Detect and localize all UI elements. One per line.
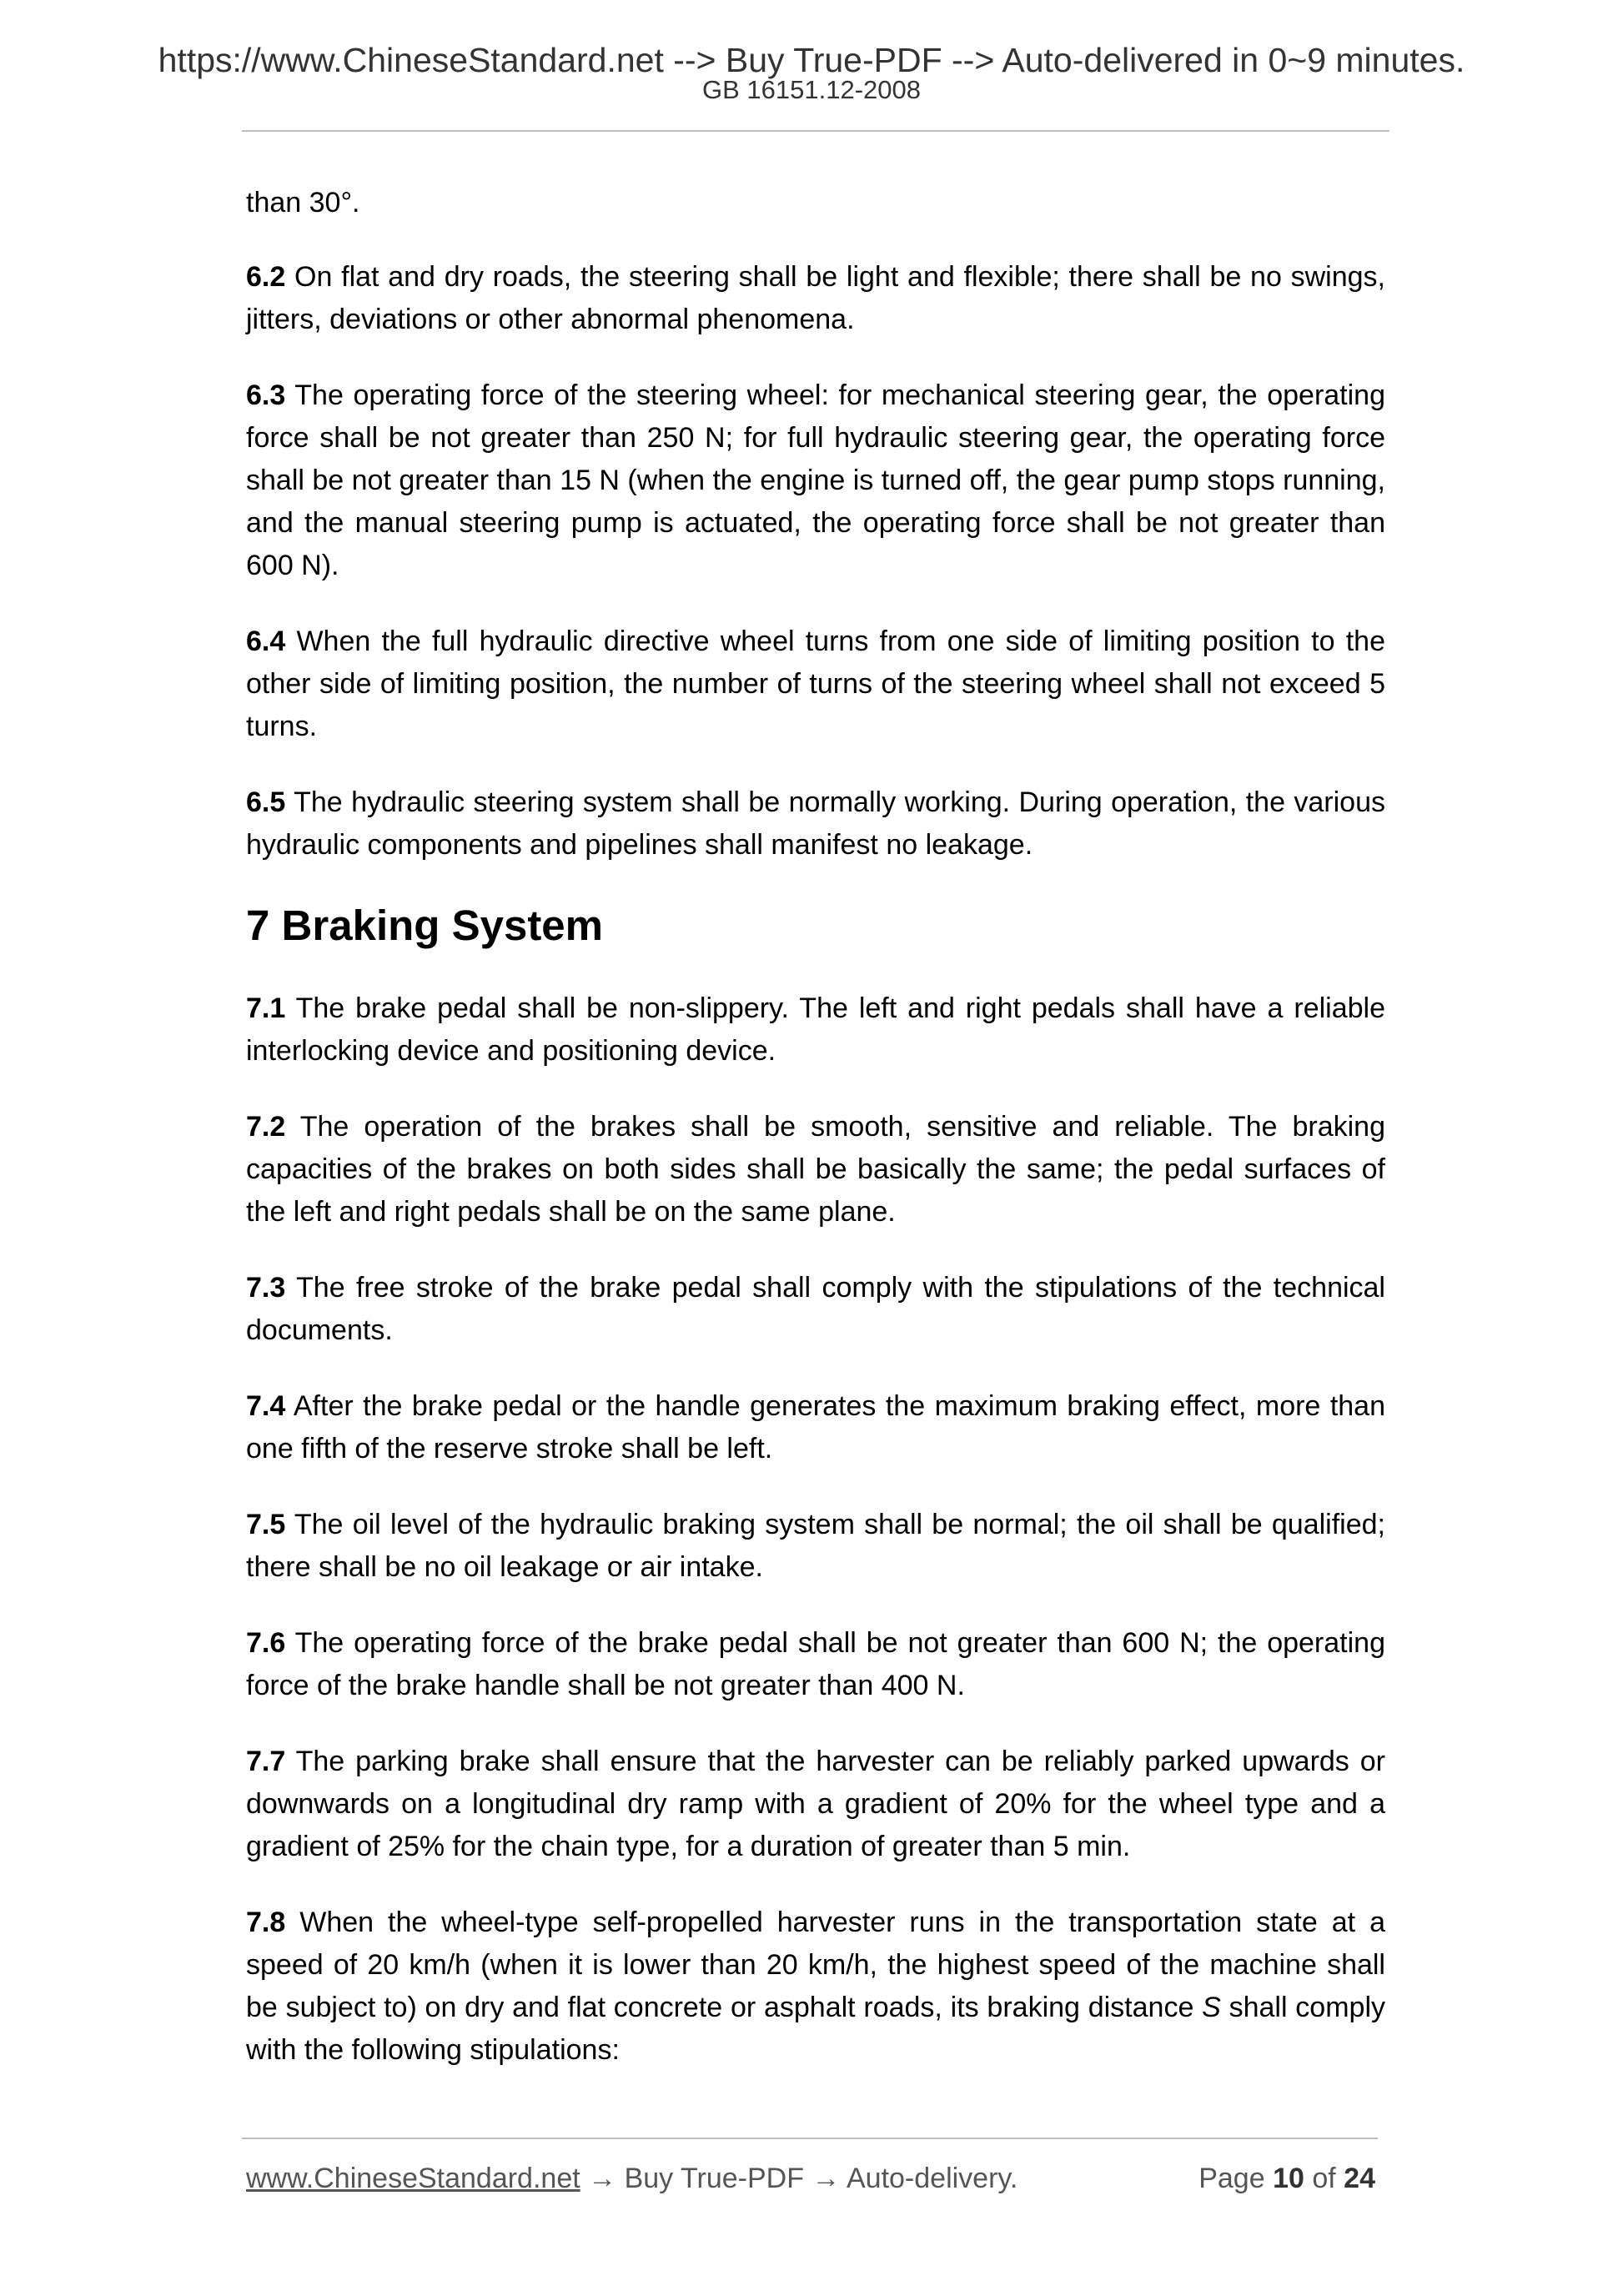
clause-text: When the full hydraulic directive wheel turns from one side of limiting position to the other side of limiting position, the number of turns of the steering wheel shall not exceed 5 turns. bbox=[246, 625, 1385, 742]
page-indicator bbox=[1198, 2160, 1375, 2197]
clause-number: 6.4 bbox=[246, 625, 286, 657]
clause-number: 6.5 bbox=[246, 786, 286, 818]
clause-7-1 bbox=[246, 987, 1385, 1073]
clause-number: 7.6 bbox=[246, 1627, 286, 1660]
section-7-title: 7 Braking System bbox=[246, 902, 604, 949]
clause-number: 7.8 bbox=[246, 1907, 286, 1939]
clause-7-6 bbox=[246, 1622, 1385, 1707]
clause-text: The operating force of the steering wheel: for mechanical steering gear, the operating force shall be not greater than 250 N; for full hydraulic steering gear, the operating force shall be not greater than 15 N (when the engine is turned off, the gear pump stops running, and the manual steering pump is actuated, the operating force shall be not greater than 600 N). bbox=[246, 379, 1385, 581]
page-word: Page bbox=[1198, 2163, 1265, 2194]
clause-number: 7.5 bbox=[246, 1509, 286, 1541]
clause-6-3 bbox=[246, 374, 1385, 587]
clause-7-7 bbox=[246, 1741, 1385, 1868]
clause-text: The parking brake shall ensure that the harvester can be reliably parked upwards or downwards on a longitudinal dry ramp with a gradient of 20% for the wheel type and a gradient of 25% for the chain type, for a duration of greater than 5 min. bbox=[246, 1746, 1385, 1863]
braking-distance-symbol: S bbox=[1202, 1992, 1221, 2024]
clause-6-5 bbox=[246, 781, 1385, 867]
clause-text: The hydraulic steering system shall be normally working. During operation, the various hydraulic components and pipelines shall manifest no leakage. bbox=[246, 786, 1385, 861]
clause-text: The free stroke of the brake pedal shall comply with the stipulations of the technical documents. bbox=[246, 1272, 1385, 1347]
clause-text: On flat and dry roads, the steering shall be light and flexible; there shall be no swings, jitters, deviations or other abnormal phenomena. bbox=[246, 261, 1385, 335]
header-divider bbox=[242, 130, 1389, 132]
clause-7-2 bbox=[246, 1106, 1385, 1233]
clause-text: The operation of the brakes shall be smooth, sensitive and reliable. The braking capacities of the brakes on both sides shall be basically the same; the pedal surfaces of the left and right pedals shall be on the same plane. bbox=[246, 1111, 1385, 1228]
clause-text: The operating force of the brake pedal shall be not greater than 600 N; the operating force of the brake handle shall be not greater than 400 N. bbox=[246, 1627, 1385, 1702]
clause-6-2 bbox=[246, 256, 1385, 341]
clause-text: The oil level of the hydraulic braking system shall be normal; the oil shall be qualified; there shall be no oil leakage or air intake. bbox=[246, 1509, 1385, 1584]
clause-text: When the wheel-type self-propelled harvester runs in the transportation state at a speed of 20 km/h (when it is lower than 20 km/h, the highest speed of the machine shall be subject to) on dry and flat concrete or asphalt roads, its braking distance bbox=[246, 1907, 1385, 2024]
clause-text: After the brake pedal or the handle generates the maximum braking effect, more than one fifth of the reserve stroke shall be left. bbox=[246, 1390, 1385, 1465]
clause-7-3 bbox=[246, 1267, 1385, 1352]
footer-tagline: → Buy True-PDF → Auto-delivery. bbox=[580, 2163, 1018, 2194]
clause-number: 7.3 bbox=[246, 1272, 286, 1304]
clause-number: 7.7 bbox=[246, 1746, 286, 1778]
paragraph-text: than 30°. bbox=[246, 187, 360, 219]
clause-7-8 bbox=[246, 1902, 1385, 2072]
paragraph-continuation bbox=[246, 182, 1385, 224]
current-page-number: 10 bbox=[1273, 2163, 1304, 2194]
clause-number: 7.2 bbox=[246, 1111, 286, 1143]
top-banner-link[interactable]: https://www.ChineseStandard.net --> Buy True-PDF --> Auto-delivered in 0~9 minutes. bbox=[158, 41, 1465, 79]
footer-site-link[interactable]: www.ChineseStandard.net bbox=[246, 2163, 580, 2194]
standard-code: GB 16151.12-2008 bbox=[702, 75, 921, 104]
clause-text: The brake pedal shall be non-slippery. The left and right pedals shall have a reliable interlocking device and positioning device. bbox=[246, 992, 1385, 1068]
clause-7-5 bbox=[246, 1504, 1385, 1589]
clause-number: 7.4 bbox=[246, 1390, 286, 1423]
clause-text-continued: shall comply with the following stipulations: bbox=[246, 1992, 1385, 2067]
of-word: of bbox=[1312, 2163, 1336, 2194]
total-pages: 24 bbox=[1344, 2163, 1375, 2194]
clause-number: 6.3 bbox=[246, 379, 286, 411]
footer-divider bbox=[242, 2138, 1378, 2139]
clause-6-4 bbox=[246, 620, 1385, 748]
clause-number: 7.1 bbox=[246, 992, 286, 1025]
footer-left bbox=[246, 2160, 1018, 2197]
document-body bbox=[246, 182, 1385, 2105]
clause-7-4 bbox=[246, 1385, 1385, 1470]
clause-number: 6.2 bbox=[246, 261, 286, 293]
